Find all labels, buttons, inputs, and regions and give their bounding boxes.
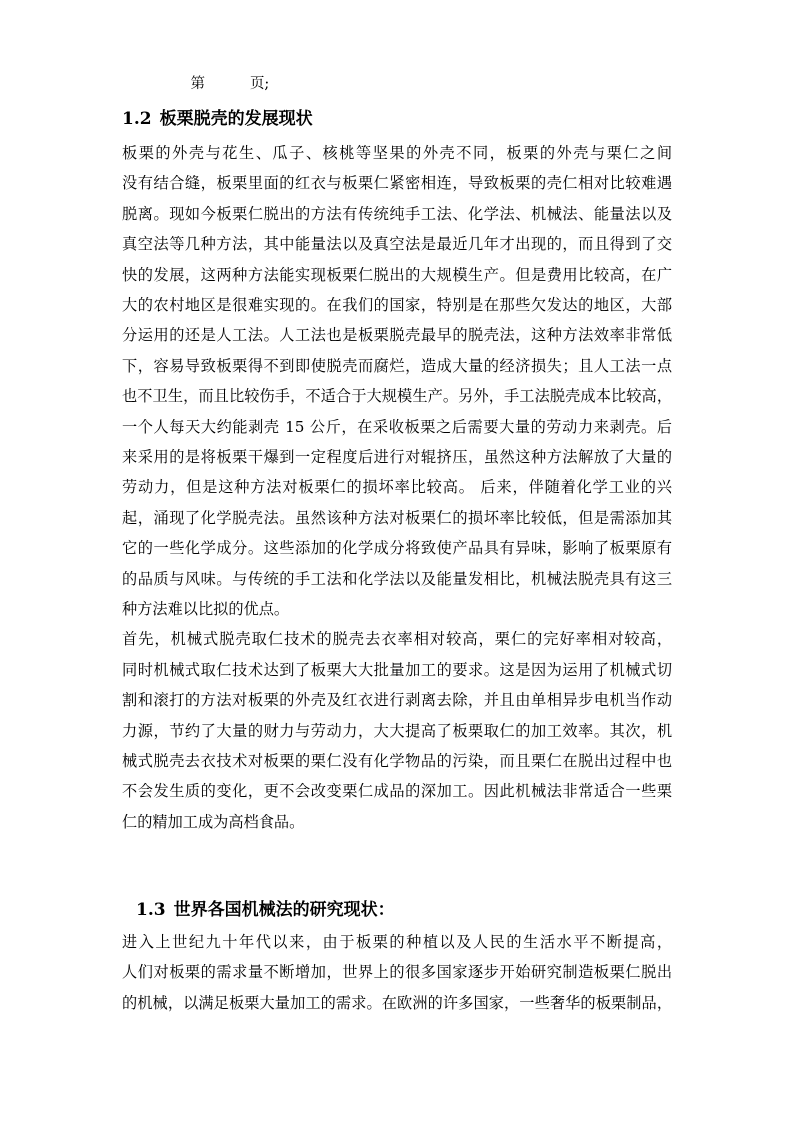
text-line: 它的一些化学成分。这些添加的化学成分将致使产品具有异味，影响了板栗原有 bbox=[122, 539, 672, 558]
text-line: 的机械，以满足板栗大量加工的需求。在欧洲的许多国家，一些奢华的板栗制品， bbox=[122, 993, 672, 1012]
text-line: 进入上世纪九十年代以来，由于板栗的种植以及人民的生活水平不断提高， bbox=[122, 933, 672, 951]
text-line: 也不卫生，而且比较伤手，不适合于大规模生产。另外，手工法脱壳成本比较高， bbox=[122, 387, 672, 406]
page-number-label bbox=[172, 56, 269, 109]
text-line: 械式脱壳去衣技术对板栗的栗仁没有化学物品的污染，而且栗仁在脱出过程中也 bbox=[122, 752, 672, 770]
text-line: 脱离。现如今板栗仁脱出的方法有传统纯手工法、化学法、机械法、能量法以及 bbox=[122, 204, 672, 223]
section-heading-1-2 bbox=[122, 104, 313, 129]
text-line: 板栗的外壳与花生、瓜子、核桃等坚果的外壳不同，板栗的外壳与栗仁之间 bbox=[122, 144, 672, 162]
text-line: 不会发生质的变化，更不会改变栗仁成品的深加工。因此机械法非常适合一些栗 bbox=[122, 782, 672, 801]
page-label-left: 第 bbox=[190, 76, 205, 92]
section-number: 1.2 bbox=[122, 109, 152, 129]
section-title: 世界各国机械法的研究现状： bbox=[173, 900, 395, 920]
section-number: 1.3 bbox=[136, 900, 166, 920]
text-line: 种方法难以比拟的优点。 bbox=[122, 600, 290, 618]
text-line: 力源，节约了大量的财力与劳动力，大大提高了板栗取仁的加工效率。其次，机 bbox=[122, 721, 672, 740]
page-label-right: 页; bbox=[249, 76, 270, 92]
text-line: 来采用的是将板栗干爆到一定程度后进行对辊挤压，虽然这种方法解放了大量的 bbox=[122, 448, 672, 466]
text-line: 同时机械式取仁技术达到了板栗大大批量加工的要求。这是因为运用了机械式切 bbox=[122, 660, 672, 679]
text-line: 劳动力，但是这种方法对板栗仁的损坏率比较高。 后来，伴随着化学工业的兴 bbox=[122, 478, 672, 497]
section-title: 板栗脱壳的发展现状 bbox=[159, 109, 313, 129]
text-line: 的品质与风味。与传统的手工法和化学法以及能量发相比，机械法脱壳具有这三 bbox=[122, 569, 672, 588]
text-line: 分运用的还是人工法。人工法也是板栗脱壳最早的脱壳法，这种方法效率非常低 bbox=[122, 326, 672, 345]
text-line: 下，容易导致板栗得不到即使脱壳而腐烂，造成大量的经济损失；且人工法一点 bbox=[122, 356, 672, 375]
section-heading-1-3 bbox=[136, 895, 395, 920]
text-line: 没有结合缝，板栗里面的红衣与板栗仁紧密相连，导致板栗的壳仁相对比较难遇 bbox=[122, 174, 672, 193]
text-line: 人们对板栗的需求量不断增加，世界上的很多国家逐步开始研究制造板栗仁脱出 bbox=[122, 963, 672, 982]
text-line: 真空法等几种方法，其中能量法以及真空法是最近几年才出现的，而且得到了交 bbox=[122, 235, 672, 254]
text-line: 一个人每天大约能剥壳 15 公斤，在采收板栗之后需要大量的劳动力来剥壳。后 bbox=[122, 417, 672, 436]
text-line: 割和滚打的方法对板栗的外壳及红衣进行剥离去除，并且由单相异步电机当作动 bbox=[122, 691, 672, 710]
text-line: 大的农村地区是很难实现的。在我们的国家，特别是在那些欠发达的地区，大部 bbox=[122, 296, 672, 314]
text-line: 仁的精加工成为高档食品。 bbox=[122, 812, 305, 831]
text-line: 快的发展，这两种方法能实现板栗仁脱出的大规模生产。但是费用比较高，在广 bbox=[122, 265, 672, 284]
text-line: 首先，机械式脱壳取仁技术的脱壳去衣率相对较高，栗仁的完好率相对较高， bbox=[122, 630, 672, 649]
text-line: 起，涌现了化学脱壳法。虽然该种方法对板栗仁的损坏率比较低，但是需添加其 bbox=[122, 508, 672, 527]
